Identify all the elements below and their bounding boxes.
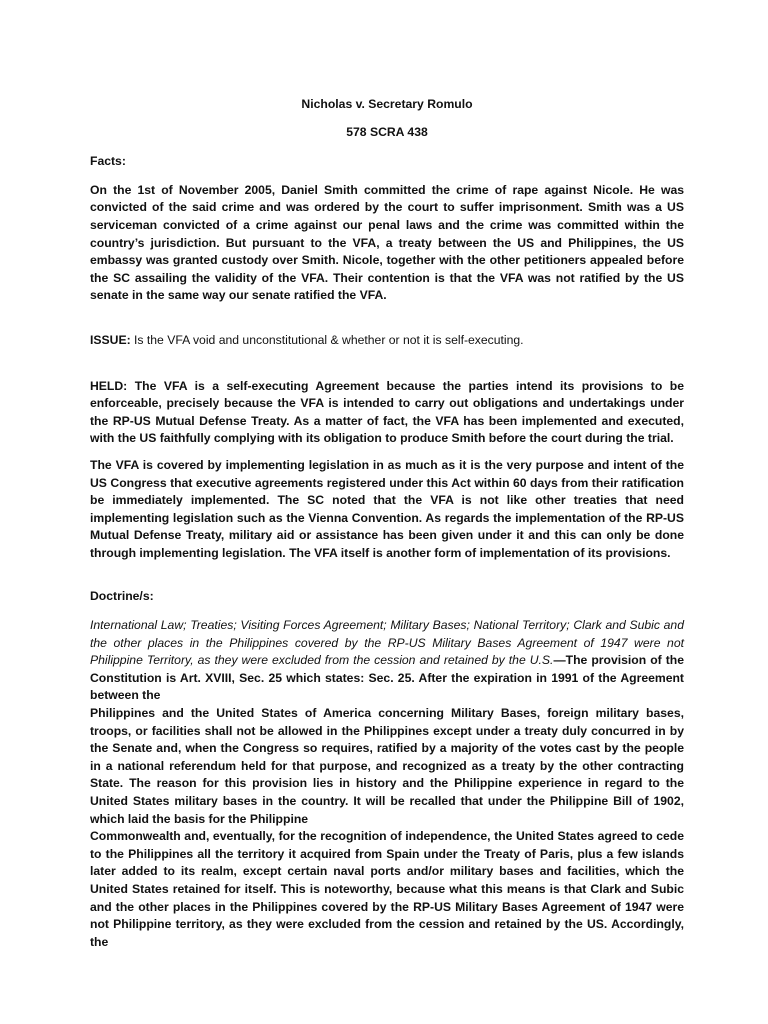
doctrine-paragraph (90, 617, 684, 705)
case-citation: 578 SCRA 438 (346, 124, 428, 139)
facts-heading: Facts: (90, 154, 126, 169)
doctrine-heading: Doctrine/s: (90, 589, 154, 604)
case-title: Nicholas v. Secretary Romulo (301, 97, 473, 111)
held-text: The VFA is a self-executing Agreement because the parties intend its provisions to be enforceable, precisely because the VFA is intended to carry out obligations and undertakings under the RP-US Mutual Defense Treaty. As a matter of fact, the VFA has been implemented and executed, with the US faithfully complying with its obligation to produce Smith before the court during the trial. (90, 378, 684, 446)
issue-label: ISSUE: (90, 332, 131, 347)
doctrine-italic-text: International Law; Treaties; Visiting Forces Agreement; Military Bases; National Territory; Clark and Subic and the other places in the Philippines covered by the RP-US Military Bases Agreement of 1947 were not Philippine Territory, as they were excluded from the cession and retained by the U.S. (90, 618, 684, 668)
doctrine-paragraph-3: Commonwealth and, eventually, for the recognition of independence, the United States agreed to cede to the Philippines all the territory it acquired from Spain under the Treaty of Paris, plus a few islands later added to its realm, except certain naval ports and/or military bases and facilities, which the United States retained for itself. This is noteworthy, because what this means is that Clark and Subic and the other places in the Philippines covered by the RP-US Military Bases Agreement of 1947 were not Philippine territory, as they were excluded from the cession and retained by the US. Accordingly, the (90, 829, 684, 949)
held-paragraph-2: The VFA is covered by implementing legislation in as much as it is the very purpose and intent of the US Congress that executive agreements registered under this Act within 60 days from their ratification be immediately implemented. The SC noted that the VFA is not like other treaties that need implementing legislation such as the Vienna Convention. As regards the implementation of the RP-US Mutual Defense Treaty, military aid or assistance has been given under it and this can only be done through implementing legislation. The VFA itself is another form of implementation of its provisions. (90, 457, 684, 560)
facts-paragraph: On the 1st of November 2005, Daniel Smith committed the crime of rape against Nicole. He was convicted of the said crime and was ordered by the court to suffer imprisonment. Smith was a US serviceman convicted of a crime against our penal laws and the crime was committed within the country’s jurisdiction. But pursuant to the VFA, a treaty between the US and Philippines, the US embassy was granted custody over Smith. Nicole, together with the other petitioners appealed before the SC assailing the validity of the VFA. Their contention is that the VFA was not ratified by the US senate in the same way our senate ratified the VFA. (90, 182, 684, 303)
held-paragraph (90, 378, 684, 448)
doctrine-text: —The provision of the Constitution is Art. XVIII, Sec. 25 which states: Sec. 25. After the expiration in 1991 of the Agreement between the (90, 653, 684, 703)
doctrine-paragraph-2: Philippines and the United States of America concerning Military Bases, foreign military bases, troops, or facilities shall not be allowed in the Philippines except under a treaty duly concurred in by the Senate and, when the Congress so requires, ratified by a majority of the votes cast by the people in a national referendum held for that purpose, and recognized as a treaty by the other contracting State. The reason for this provision lies in history and the Philippine experience in regard to the United States military bases in the country. It will be recalled that under the Philippine Bill of 1902, which laid the basis for the Philippine (90, 706, 684, 826)
held-label: HELD: (90, 378, 128, 393)
issue-paragraph (90, 332, 684, 350)
document-page (90, 96, 684, 951)
issue-text: Is the VFA void and unconstitutional & whether or not it is self-executing. (130, 332, 524, 347)
